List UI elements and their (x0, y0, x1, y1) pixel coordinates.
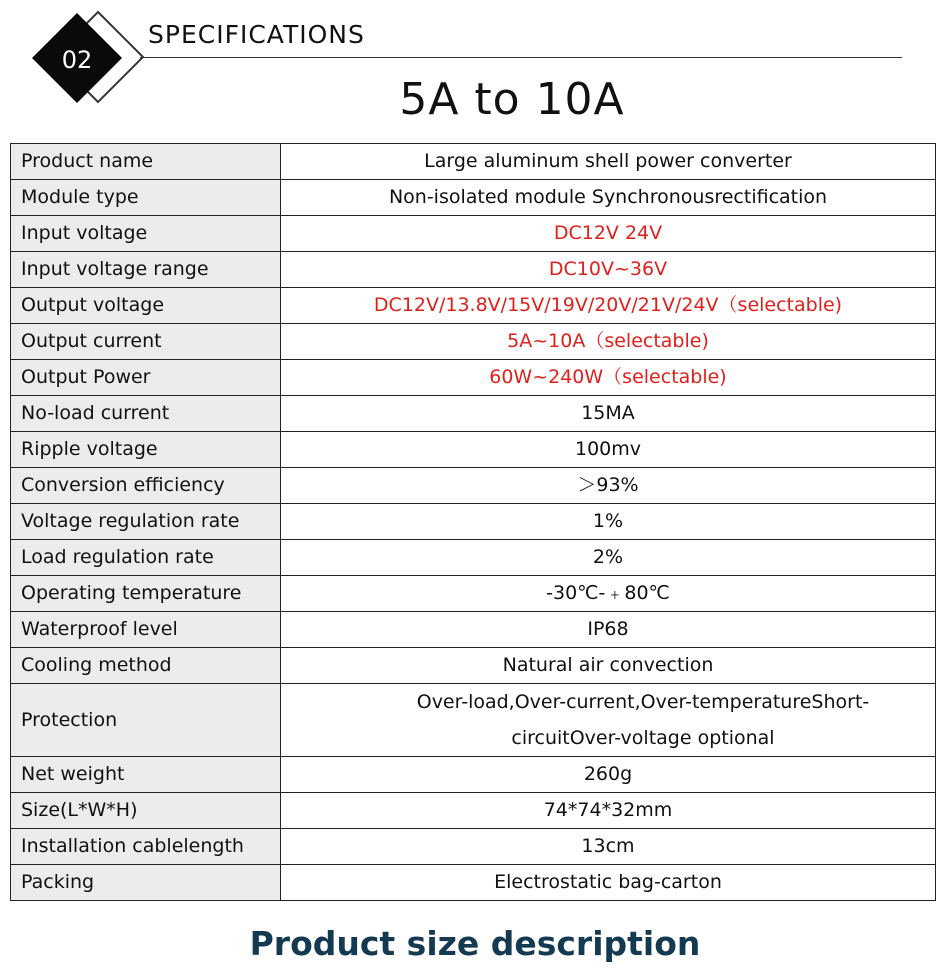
title-divider (140, 57, 902, 58)
table-row (11, 648, 936, 684)
spec-value: DC10V~36V (281, 252, 936, 288)
table-row (11, 432, 936, 468)
badge-number: 02 (61, 46, 93, 74)
table-row (11, 504, 936, 540)
spec-value: Natural air convection (281, 648, 936, 684)
spec-value: 13cm (281, 829, 936, 865)
product-size-heading: Product size description (249, 924, 701, 963)
spec-label: Module type (11, 180, 281, 216)
table-row (11, 793, 936, 829)
spec-value: DC12V/13.8V/15V/19V/20V/21V/24V（selectable) (281, 288, 936, 324)
spec-value: 60W~240W（selectable) (281, 360, 936, 396)
spec-label: Product name (11, 144, 281, 180)
table-row (11, 576, 936, 612)
spec-value: 100mv (281, 432, 936, 468)
spec-value: ＞93% (281, 468, 936, 504)
spec-label: Protection (11, 684, 281, 757)
table-row (11, 180, 936, 216)
spec-label: Net weight (11, 757, 281, 793)
table-row (11, 144, 936, 180)
spec-label: Size(L*W*H) (11, 793, 281, 829)
table-row (11, 540, 936, 576)
spec-label: Output voltage (11, 288, 281, 324)
table-row (11, 757, 936, 793)
table-row (11, 865, 936, 901)
spec-value: DC12V 24V (281, 216, 936, 252)
specifications-table (10, 143, 936, 901)
spec-label: Input voltage (11, 216, 281, 252)
spec-value: 5A~10A（selectable) (281, 324, 936, 360)
table-row (11, 684, 936, 757)
table-row (11, 216, 936, 252)
table-row (11, 288, 936, 324)
section-title: SPECIFICATIONS (148, 20, 365, 49)
spec-label: Conversion efficiency (11, 468, 281, 504)
spec-label: Voltage regulation rate (11, 504, 281, 540)
spec-label: Input voltage range (11, 252, 281, 288)
table-row (11, 612, 936, 648)
table-row (11, 396, 936, 432)
page-title: 5A to 10A (399, 74, 625, 125)
spec-label: Output Power (11, 360, 281, 396)
table-row (11, 324, 936, 360)
spec-label: Packing (11, 865, 281, 901)
table-row (11, 468, 936, 504)
spec-value: IP68 (281, 612, 936, 648)
spec-value: Electrostatic bag-carton (281, 865, 936, 901)
spec-label: No-load current (11, 396, 281, 432)
spec-value: Large aluminum shell power converter (281, 144, 936, 180)
spec-label: Ripple voltage (11, 432, 281, 468)
spec-value: 1% (281, 504, 936, 540)
spec-label: Waterproof level (11, 612, 281, 648)
spec-label: Installation cablelength (11, 829, 281, 865)
spec-label: Load regulation rate (11, 540, 281, 576)
spec-value: Over-load,Over-current,Over-temperatureShort-circuitOver-voltage optional (281, 684, 936, 757)
spec-label: Cooling method (11, 648, 281, 684)
table-row (11, 829, 936, 865)
spec-value: Non-isolated module Synchronousrectification (281, 180, 936, 216)
spec-value: 74*74*32mm (281, 793, 936, 829)
spec-label: Output current (11, 324, 281, 360)
spec-value: -30℃-﹢80℃ (281, 576, 936, 612)
table-row (11, 360, 936, 396)
table-row (11, 252, 936, 288)
spec-label: Operating temperature (11, 576, 281, 612)
spec-value: 2% (281, 540, 936, 576)
spec-value: 260g (281, 757, 936, 793)
spec-value: 15MA (281, 396, 936, 432)
